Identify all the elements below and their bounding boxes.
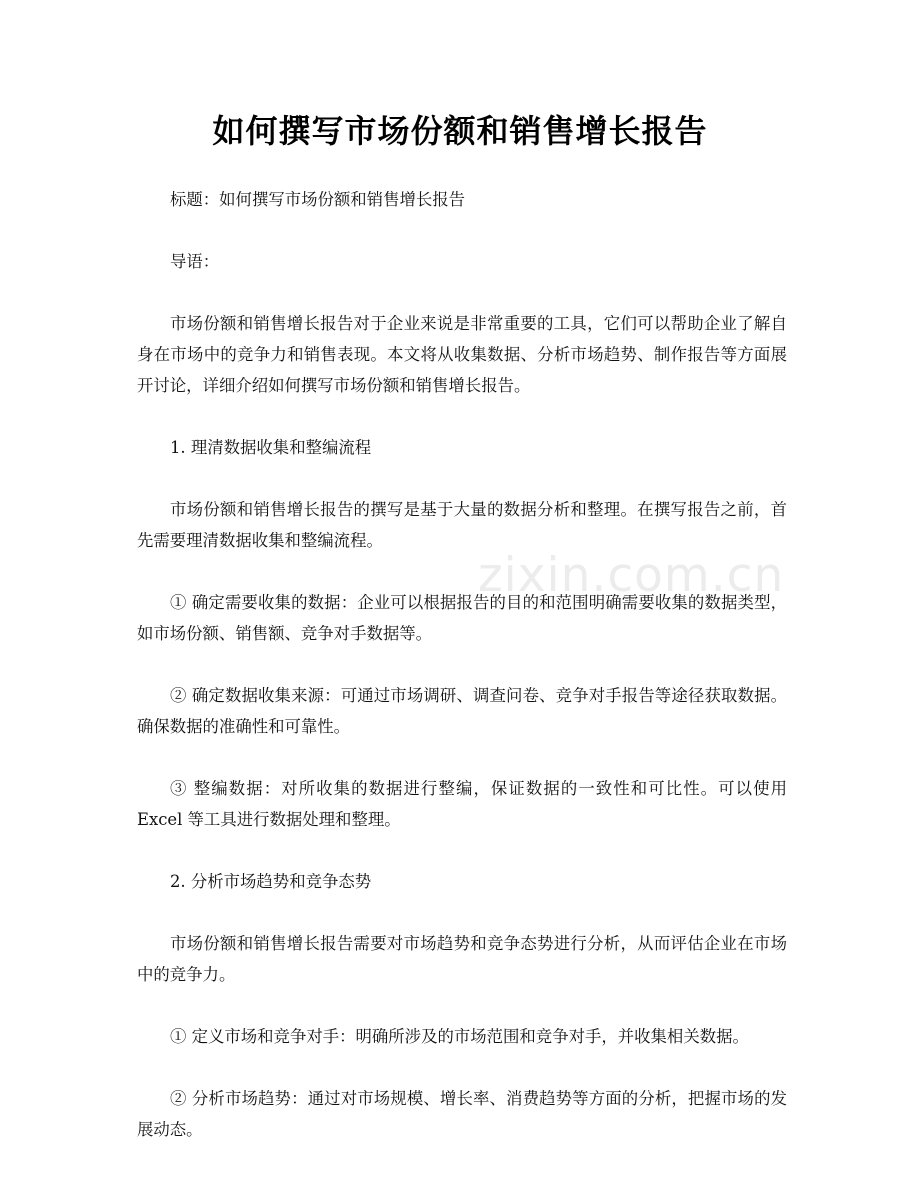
- list-item-2-2: ② 分析市场趋势：通过对市场规模、增长率、消费趋势等方面的分析，把握市场的发展动态。: [137, 1089, 787, 1139]
- section-heading-2: 2. 分析市场趋势和竞争态势: [170, 872, 372, 891]
- paragraph-section-2: 市场份额和销售增长报告需要对市场趋势和竞争态势进行分析，从而评估企业在市场中的竞争力。: [137, 934, 787, 984]
- list-item-1-3: ③ 整编数据：对所收集的数据进行整编，保证数据的一致性和可比性。可以使用 Excel 等工具进行数据处理和整理。: [137, 779, 787, 829]
- list-item-1-1: ① 确定需要收集的数据：企业可以根据报告的目的和范围明确需要收集的数据类型，如市场份额、销售额、竞争对手数据等。: [137, 593, 787, 643]
- list-item-2-1: ① 定义市场和竞争对手：明确所涉及的市场范围和竞争对手，并收集相关数据。: [170, 1027, 749, 1046]
- document-body: [137, 184, 787, 1176]
- paragraph-intro-label: 导语：: [170, 252, 220, 271]
- paragraph-section-1: 市场份额和销售增长报告的撰写是基于大量的数据分析和整理。在撰写报告之前，首先需要理清数据收集和整编流程。: [137, 500, 787, 550]
- list-item-1-2: ② 确定数据收集来源：可通过市场调研、调查问卷、竞争对手报告等途径获取数据。确保数据的准确性和可靠性。: [137, 686, 787, 736]
- section-heading-1: 1. 理清数据收集和整编流程: [170, 438, 372, 457]
- paragraph-heading-label: 标题：如何撰写市场份额和销售增长报告: [170, 190, 466, 209]
- watermark: zixin.com.cn: [478, 548, 785, 603]
- document-title: 如何撰写市场份额和销售增长报告: [212, 112, 708, 150]
- paragraph-intro: 市场份额和销售增长报告对于企业来说是非常重要的工具，它们可以帮助企业了解自身在市场中的竞争力和销售表现。本文将从收集数据、分析市场趋势、制作报告等方面展开讨论，详细介绍如何撰写市场份额和销售增长报告。: [137, 314, 787, 395]
